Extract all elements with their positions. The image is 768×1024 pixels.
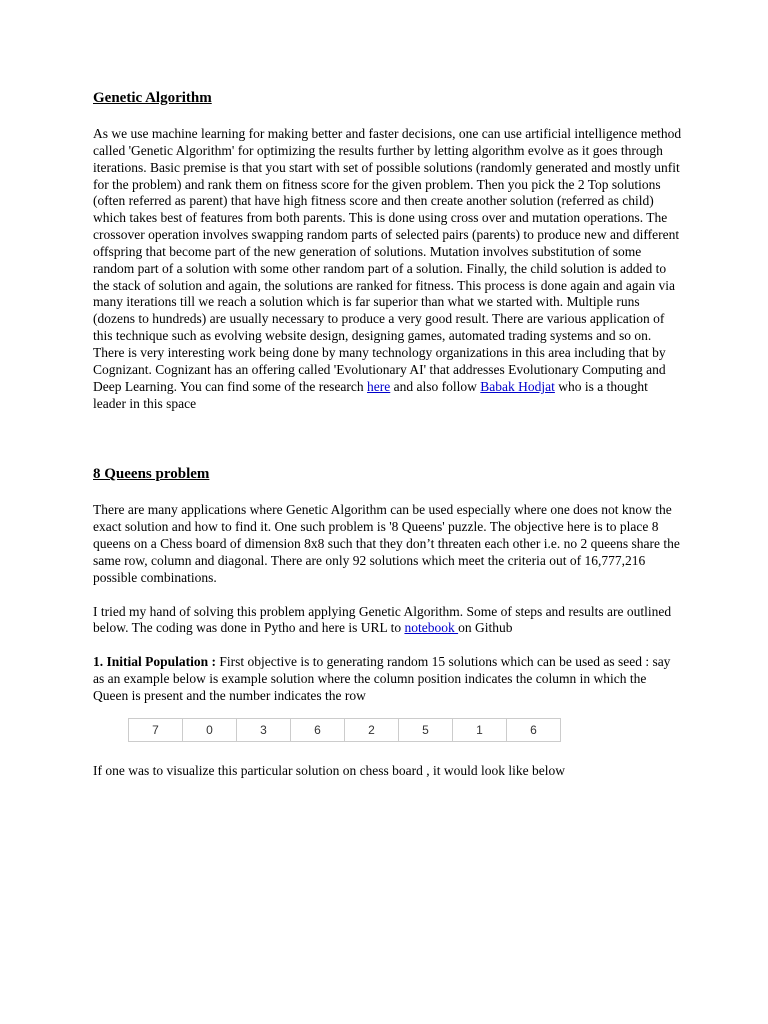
solution-cell: 5	[399, 718, 453, 741]
paragraph-approach-text: I tried my hand of solving this problem applying Genetic Algorithm. Some of steps and results are outlined below. The coding was done in Pytho and here is URL to	[93, 603, 672, 636]
solution-cell: 6	[507, 718, 561, 741]
document-page	[93, 84, 683, 780]
paragraph-initial-population	[93, 654, 683, 705]
notebook-link[interactable]: notebook	[404, 620, 459, 636]
paragraph-visualize-caption: If one was to visualize this particular solution on chess board , it would look like below	[93, 762, 566, 778]
solution-cell: 7	[129, 718, 183, 741]
heading-genetic-algorithm: Genetic Algorithm	[93, 90, 212, 106]
solution-cell: 2	[345, 718, 399, 741]
heading-8-queens-problem: 8 Queens problem	[93, 466, 210, 483]
paragraph-text-mid: and also follow	[390, 378, 481, 394]
paragraph-approach	[93, 604, 683, 638]
solution-cell: 1	[453, 718, 507, 741]
solution-table	[128, 718, 561, 742]
solution-row	[129, 718, 561, 741]
solution-cell: 0	[183, 718, 237, 741]
paragraph-text: As we use machine learning for making better and faster decisions, one can use artificial intelligence method called 'Genetic Algorithm' for optimizing the results further by letting algorithm evolve as it goes through iterations. Basic premise is that you start with set of possible solutions (randomly generated and mostly unfit for the problem) and rank them on fitness score for the given problem. Then you pick the 2 Top solutions (often referred as parent) that have high fitness score and then create another solution (referred as child) which takes best of features from both parents. This is done using cross over and mutation operations. The crossover operation involves swapping random parts of selected pairs (parents) to produce new and different offspring that become part of the new generation of solutions. Mutation involves substitution of some random part of a solution with some other random part of a solution. Finally, the child solution is added to the stack of solution and again, the solutions are ranked for fitness. This process is done again and again via many iterations till we reach a solution which is far superior than what we started with. Multiple runs (dozens to hundreds) are usually necessary to produce a very good result. There are various application of this technique such as evolving website design, designing games, automated trading systems and so on. There is very interesting work being done by many technology organizations in this area including that by Cognizant. Cognizant has an offering called 'Evolutionary AI' that addresses Evolutionary Computing and Deep Learning. You can find some of the research	[93, 126, 682, 394]
paragraph-text-end: who is a thought leader in this space	[93, 378, 648, 411]
paragraph-approach-end: on Github	[458, 620, 513, 636]
step-text-initial-population: First objective is to generating random 15 solutions which can be used as seed : say as an example below is example solution where the column position indicates the column in which the Queen is present and the number indicates the row	[93, 654, 671, 703]
solution-cell: 6	[291, 718, 345, 741]
here-link[interactable]: here	[367, 378, 391, 394]
paragraph-8-queens-intro: There are many applications where Genetic Algorithm can be used especially where one does not know the exact solution and how to find it. One such problem is '8 Queens' puzzle. The objective here is to place 8 queens on a Chess board of dimension 8x8 such that they don’t threaten each other i.e. no 2 queens share the same row, column and diagonal. There are only 92 solutions which meet the criteria out of 16,777,216 possible combinations.	[93, 502, 680, 585]
paragraph-genetic-algorithm	[93, 126, 683, 412]
babak-hodjat-link[interactable]: Babak Hodjat	[480, 378, 555, 394]
solution-cell: 3	[237, 718, 291, 741]
step-label-initial-population: 1. Initial Population :	[93, 654, 217, 670]
